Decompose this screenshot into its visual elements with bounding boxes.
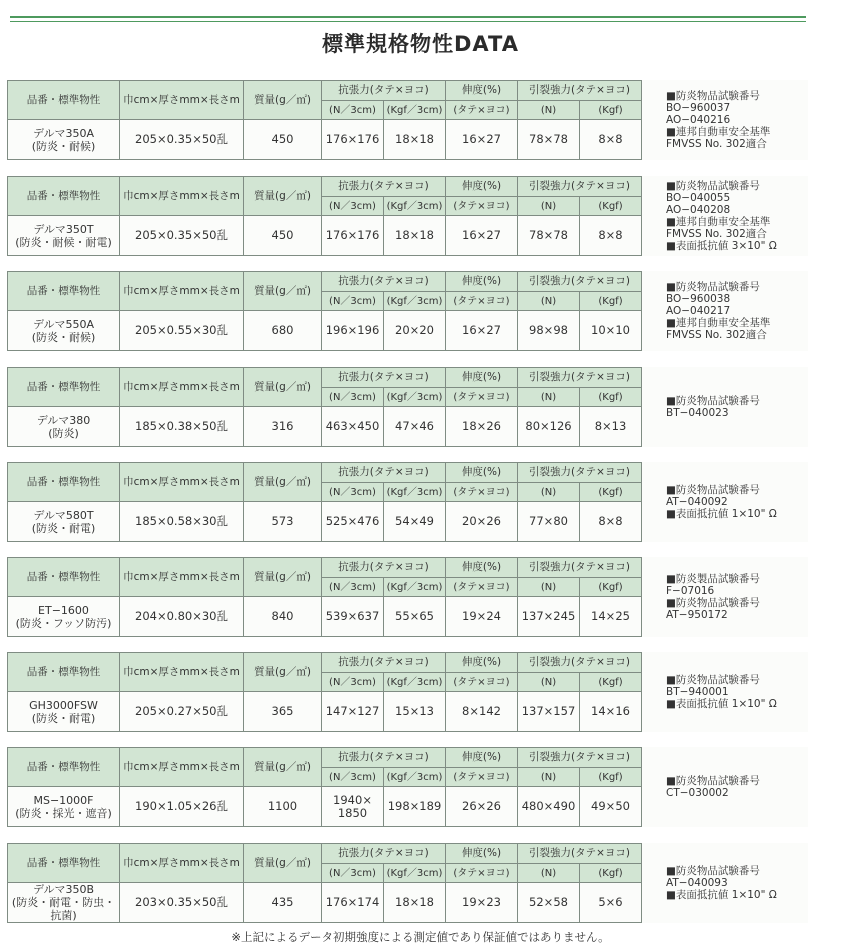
tensile-n-value: 176×174: [325, 895, 380, 909]
header-tensile-n: (N／3cm): [322, 864, 384, 883]
note-line: ■防炎物品試験番号: [666, 674, 760, 686]
elongation-value: 20×26: [446, 502, 518, 542]
tensile-n-value: 196×196: [325, 323, 380, 337]
mass-value: 365: [244, 692, 322, 732]
header-product: 品番・標準物性: [8, 81, 120, 120]
header-tear-n: (N): [518, 292, 580, 311]
notes-cell: [642, 748, 808, 827]
header-elongation: 伸度(%): [446, 272, 518, 292]
product-name-cell: [8, 883, 120, 923]
tensile-n-value: 176×176: [325, 228, 380, 242]
header-tear: 引裂強力(タテ×ヨコ): [518, 653, 642, 673]
size-value: 205×0.35×50乱: [120, 120, 244, 160]
tear-n-value: 137×245: [518, 597, 580, 637]
header-product: 品番・標準物性: [8, 368, 120, 407]
header-tensile-kgf: (Kgf／3cm): [384, 388, 446, 407]
tensile-n-value: 176×176: [325, 132, 380, 146]
spec-block: [7, 176, 807, 255]
header-tensile: 抗張力(タテ×ヨコ): [322, 177, 446, 197]
note-line: ■防炎物品試験番号: [666, 484, 760, 496]
spec-table: [7, 747, 808, 827]
tear-n-value: 480×490: [518, 787, 580, 827]
notes-cell: [642, 81, 808, 160]
product-name: デルマ350B: [33, 883, 94, 896]
product-name: デルマ350T: [33, 222, 94, 236]
header-tensile-kgf: (Kgf／3cm): [384, 768, 446, 787]
notes-cell: [642, 463, 808, 542]
tear-n-value: 52×58: [518, 883, 580, 923]
spec-table: [7, 271, 808, 351]
header-product: 品番・標準物性: [8, 748, 120, 787]
tensile-n-value: 1940×: [333, 792, 372, 807]
header-tensile: 抗張力(タテ×ヨコ): [322, 558, 446, 578]
note-line: BO−040055: [666, 192, 731, 204]
product-name: デルマ350A: [33, 126, 94, 140]
header-mass: 質量(g／㎡): [244, 81, 322, 120]
product-name-cell: [8, 692, 120, 732]
tensile-n-cell: [322, 407, 384, 447]
mass-value: 1100: [244, 787, 322, 827]
header-elongation: 伸度(%): [446, 463, 518, 483]
footnote: ※上記によるデータ初期強度による測定値であり保証値ではありません。: [231, 930, 610, 944]
header-tear-n: (N): [518, 673, 580, 692]
spec-block: [7, 747, 807, 826]
header-tensile: 抗張力(タテ×ヨコ): [322, 272, 446, 292]
header-tear-kgf: (Kgf): [580, 197, 642, 216]
header-tear: 引裂強力(タテ×ヨコ): [518, 748, 642, 768]
header-tensile-n: (N／3cm): [322, 578, 384, 597]
mass-value: 573: [244, 502, 322, 542]
header-tear-kgf: (Kgf): [580, 864, 642, 883]
product-name-cell: [8, 407, 120, 447]
note-line: ■表面抵抗値 3×10" Ω: [666, 240, 777, 252]
tear-kgf-value: 14×25: [580, 597, 642, 637]
header-tensile-kgf: (Kgf／3cm): [384, 292, 446, 311]
header-tensile: 抗張力(タテ×ヨコ): [322, 463, 446, 483]
note-line: ■防炎物品試験番号: [666, 180, 760, 192]
product-properties: (防炎・耐電・防虫・抗菌): [11, 896, 116, 922]
header-tensile-n: (N／3cm): [322, 292, 384, 311]
size-value: 205×0.35×50乱: [120, 216, 244, 256]
note-line: ■表面抵抗値 1×10" Ω: [666, 508, 777, 520]
note-line: AT−040092: [666, 496, 728, 508]
tensile-n-cell: [322, 120, 384, 160]
top-rule-lower: [10, 21, 806, 22]
header-elongation-sub: (タテ×ヨコ): [446, 768, 518, 787]
spec-table: [7, 367, 808, 447]
note-line: AT−950172: [666, 609, 728, 621]
note-line: BO−960037: [666, 102, 731, 114]
size-value: 205×0.27×50乱: [120, 692, 244, 732]
spec-block: [7, 462, 807, 541]
tensile-kgf-value: 15×13: [384, 692, 446, 732]
header-tear-kgf: (Kgf): [580, 673, 642, 692]
notes-cell: [642, 844, 808, 923]
header-tear-n: (N): [518, 101, 580, 120]
tear-kgf-value: 5×6: [580, 883, 642, 923]
header-tear: 引裂強力(タテ×ヨコ): [518, 844, 642, 864]
header-elongation-sub: (タテ×ヨコ): [446, 197, 518, 216]
tensile-n-cell: [322, 311, 384, 351]
product-properties: (防炎・耐候): [31, 330, 96, 344]
tensile-kgf-value: 18×18: [384, 883, 446, 923]
product-name: ET−1600: [38, 603, 89, 617]
size-value: 204×0.80×30乱: [120, 597, 244, 637]
tensile-n-cell: [322, 787, 384, 827]
note-line: ■連邦自動車安全基準: [666, 216, 771, 228]
header-size: 巾cm×厚さmm×長さm: [120, 844, 244, 883]
header-size: 巾cm×厚さmm×長さm: [120, 653, 244, 692]
note-line: BT−940001: [666, 686, 729, 698]
header-tensile-kgf: (Kgf／3cm): [384, 578, 446, 597]
header-tear-kgf: (Kgf): [580, 768, 642, 787]
header-tear-n: (N): [518, 483, 580, 502]
header-tensile: 抗張力(タテ×ヨコ): [322, 844, 446, 864]
product-name: MS−1000F: [33, 793, 94, 807]
tear-n-value: 80×126: [518, 407, 580, 447]
header-tensile-kgf: (Kgf／3cm): [384, 864, 446, 883]
header-elongation: 伸度(%): [446, 177, 518, 197]
header-elongation: 伸度(%): [446, 748, 518, 768]
notes-cell: [642, 653, 808, 732]
header-tensile-n: (N／3cm): [322, 197, 384, 216]
tear-kgf-value: 8×13: [580, 407, 642, 447]
tensile-n-value-cont: 1850: [337, 805, 368, 820]
tensile-n-cell: [322, 216, 384, 256]
page-title: 標準規格物性DATA: [322, 32, 519, 56]
spec-table: [7, 80, 808, 160]
mass-value: 450: [244, 120, 322, 160]
header-size: 巾cm×厚さmm×長さm: [120, 177, 244, 216]
note-line: ■表面抵抗値 1×10" Ω: [666, 698, 777, 710]
tensile-n-cell: [322, 692, 384, 732]
spec-block: [7, 652, 807, 731]
size-value: 190×1.05×26乱: [120, 787, 244, 827]
tear-n-value: 78×78: [518, 120, 580, 160]
spec-table: [7, 462, 808, 542]
tensile-n-cell: [322, 502, 384, 542]
header-elongation: 伸度(%): [446, 844, 518, 864]
mass-value: 316: [244, 407, 322, 447]
tensile-kgf-value: 55×65: [384, 597, 446, 637]
product-name-cell: [8, 787, 120, 827]
header-product: 品番・標準物性: [8, 272, 120, 311]
product-name: デルマ550A: [33, 317, 94, 331]
note-line: AT−040093: [666, 877, 728, 889]
header-tear: 引裂強力(タテ×ヨコ): [518, 558, 642, 578]
header-tensile-n: (N／3cm): [322, 388, 384, 407]
size-value: 205×0.55×30乱: [120, 311, 244, 351]
size-value: 185×0.38×50乱: [120, 407, 244, 447]
tear-n-value: 78×78: [518, 216, 580, 256]
header-tear: 引裂強力(タテ×ヨコ): [518, 272, 642, 292]
product-name: デルマ380: [36, 413, 91, 427]
size-value: 185×0.58×30乱: [120, 502, 244, 542]
tensile-kgf-value: 198×189: [384, 787, 446, 827]
tensile-kgf-value: 54×49: [384, 502, 446, 542]
header-tensile-n: (N／3cm): [322, 483, 384, 502]
header-product: 品番・標準物性: [8, 463, 120, 502]
tensile-n-value: 463×450: [325, 419, 380, 433]
product-name-cell: [8, 502, 120, 542]
header-elongation: 伸度(%): [446, 653, 518, 673]
header-size: 巾cm×厚さmm×長さm: [120, 81, 244, 120]
note-line: ■防炎製品試験番号: [666, 573, 760, 585]
tensile-kgf-value: 47×46: [384, 407, 446, 447]
header-elongation-sub: (タテ×ヨコ): [446, 673, 518, 692]
note-line: ■連邦自動車安全基準: [666, 317, 771, 329]
product-properties: (防炎・耐電): [31, 711, 96, 725]
header-elongation: 伸度(%): [446, 558, 518, 578]
header-mass: 質量(g／㎡): [244, 748, 322, 787]
header-tear-n: (N): [518, 768, 580, 787]
header-tear-n: (N): [518, 388, 580, 407]
header-tear-kgf: (Kgf): [580, 483, 642, 502]
note-line: ■防炎物品試験番号: [666, 90, 760, 102]
top-rule: [10, 16, 806, 18]
elongation-value: 16×27: [446, 216, 518, 256]
header-tensile: 抗張力(タテ×ヨコ): [322, 748, 446, 768]
header-tensile: 抗張力(タテ×ヨコ): [322, 81, 446, 101]
elongation-value: 16×27: [446, 120, 518, 160]
tensile-n-cell: [322, 883, 384, 923]
header-tear-n: (N): [518, 864, 580, 883]
header-mass: 質量(g／㎡): [244, 177, 322, 216]
elongation-value: 26×26: [446, 787, 518, 827]
header-tear: 引裂強力(タテ×ヨコ): [518, 368, 642, 388]
header-product: 品番・標準物性: [8, 177, 120, 216]
header-elongation-sub: (タテ×ヨコ): [446, 388, 518, 407]
note-line: BO−960038: [666, 293, 731, 305]
spec-block: [7, 367, 807, 446]
notes-cell: [642, 368, 808, 447]
header-elongation-sub: (タテ×ヨコ): [446, 864, 518, 883]
mass-value: 435: [244, 883, 322, 923]
header-mass: 質量(g／㎡): [244, 558, 322, 597]
header-tear: 引裂強力(タテ×ヨコ): [518, 177, 642, 197]
header-elongation-sub: (タテ×ヨコ): [446, 578, 518, 597]
header-size: 巾cm×厚さmm×長さm: [120, 463, 244, 502]
note-line: ■防炎物品試験番号: [666, 597, 760, 609]
spec-table: [7, 843, 808, 923]
elongation-value: 8×142: [446, 692, 518, 732]
note-line: AO−040216: [666, 114, 731, 126]
spec-block: [7, 271, 807, 350]
tear-kgf-value: 14×16: [580, 692, 642, 732]
tensile-kgf-value: 20×20: [384, 311, 446, 351]
header-tensile-n: (N／3cm): [322, 101, 384, 120]
size-value: 203×0.35×50乱: [120, 883, 244, 923]
spec-table: [7, 652, 808, 732]
header-mass: 質量(g／㎡): [244, 844, 322, 883]
spec-block: [7, 557, 807, 636]
tensile-n-value: 539×637: [325, 609, 380, 623]
spec-block: [7, 80, 807, 159]
header-tear-kgf: (Kgf): [580, 101, 642, 120]
tear-n-value: 137×157: [518, 692, 580, 732]
spec-block: [7, 843, 807, 922]
header-tensile: 抗張力(タテ×ヨコ): [322, 653, 446, 673]
header-elongation-sub: (タテ×ヨコ): [446, 483, 518, 502]
header-size: 巾cm×厚さmm×長さm: [120, 368, 244, 407]
header-tear-kgf: (Kgf): [580, 578, 642, 597]
header-elongation: 伸度(%): [446, 81, 518, 101]
notes-cell: [642, 177, 808, 256]
header-tensile-n: (N／3cm): [322, 768, 384, 787]
elongation-value: 18×26: [446, 407, 518, 447]
header-tensile-kgf: (Kgf／3cm): [384, 101, 446, 120]
header-tear: 引裂強力(タテ×ヨコ): [518, 81, 642, 101]
header-tensile-kgf: (Kgf／3cm): [384, 197, 446, 216]
header-product: 品番・標準物性: [8, 558, 120, 597]
header-product: 品番・標準物性: [8, 844, 120, 883]
elongation-value: 19×24: [446, 597, 518, 637]
tensile-kgf-value: 18×18: [384, 120, 446, 160]
note-line: AO−040217: [666, 305, 731, 317]
header-product: 品番・標準物性: [8, 653, 120, 692]
product-name-cell: [8, 597, 120, 637]
product-properties: (防炎): [48, 426, 79, 440]
tensile-n-value: 525×476: [325, 514, 380, 528]
mass-value: 840: [244, 597, 322, 637]
mass-value: 680: [244, 311, 322, 351]
header-tear-kgf: (Kgf): [580, 388, 642, 407]
note-line: BT−040023: [666, 407, 729, 419]
header-tensile-kgf: (Kgf／3cm): [384, 673, 446, 692]
product-properties: (防炎・フッソ防汚): [15, 616, 112, 630]
header-tear-kgf: (Kgf): [580, 292, 642, 311]
mass-value: 450: [244, 216, 322, 256]
header-elongation: 伸度(%): [446, 368, 518, 388]
product-properties: (防炎・耐候): [31, 139, 96, 153]
product-properties: (防炎・耐電): [31, 521, 96, 535]
header-size: 巾cm×厚さmm×長さm: [120, 272, 244, 311]
note-line: ■防炎物品試験番号: [666, 395, 760, 407]
note-line: FMVSS No. 302適合: [666, 228, 767, 240]
header-tensile-kgf: (Kgf／3cm): [384, 483, 446, 502]
product-name-cell: [8, 120, 120, 160]
header-tear-n: (N): [518, 578, 580, 597]
tear-kgf-value: 10×10: [580, 311, 642, 351]
tear-n-value: 77×80: [518, 502, 580, 542]
note-line: FMVSS No. 302適合: [666, 329, 767, 341]
product-properties: (防炎・耐候・耐電): [15, 235, 112, 249]
product-name-cell: [8, 311, 120, 351]
notes-cell: [642, 272, 808, 351]
tear-kgf-value: 8×8: [580, 216, 642, 256]
header-elongation-sub: (タテ×ヨコ): [446, 292, 518, 311]
header-tear-n: (N): [518, 197, 580, 216]
header-mass: 質量(g／㎡): [244, 653, 322, 692]
product-properties: (防炎・採光・遮音): [15, 806, 112, 820]
tensile-n-value: 147×127: [325, 704, 380, 718]
header-tensile-n: (N／3cm): [322, 673, 384, 692]
tear-kgf-value: 49×50: [580, 787, 642, 827]
elongation-value: 19×23: [446, 883, 518, 923]
note-line: ■連邦自動車安全基準: [666, 126, 771, 138]
header-mass: 質量(g／㎡): [244, 272, 322, 311]
note-line: ■表面抵抗値 1×10" Ω: [666, 889, 777, 901]
note-line: FMVSS No. 302適合: [666, 138, 767, 150]
note-line: AO−040208: [666, 204, 731, 216]
notes-cell: [642, 558, 808, 637]
note-line: ■防炎物品試験番号: [666, 775, 760, 787]
note-line: CT−030002: [666, 787, 729, 799]
header-mass: 質量(g／㎡): [244, 368, 322, 407]
product-name: デルマ580T: [33, 508, 94, 522]
spec-table: [7, 176, 808, 256]
header-tear: 引裂強力(タテ×ヨコ): [518, 463, 642, 483]
header-size: 巾cm×厚さmm×長さm: [120, 558, 244, 597]
note-line: ■防炎物品試験番号: [666, 281, 760, 293]
tear-kgf-value: 8×8: [580, 502, 642, 542]
note-line: F−07016: [666, 585, 715, 597]
tear-n-value: 98×98: [518, 311, 580, 351]
header-elongation-sub: (タテ×ヨコ): [446, 101, 518, 120]
header-mass: 質量(g／㎡): [244, 463, 322, 502]
tear-kgf-value: 8×8: [580, 120, 642, 160]
product-name: GH3000FSW: [29, 698, 98, 712]
tensile-kgf-value: 18×18: [384, 216, 446, 256]
spec-table: [7, 557, 808, 637]
product-name-cell: [8, 216, 120, 256]
tensile-n-cell: [322, 597, 384, 637]
header-size: 巾cm×厚さmm×長さm: [120, 748, 244, 787]
elongation-value: 16×27: [446, 311, 518, 351]
header-tensile: 抗張力(タテ×ヨコ): [322, 368, 446, 388]
note-line: ■防炎物品試験番号: [666, 865, 760, 877]
